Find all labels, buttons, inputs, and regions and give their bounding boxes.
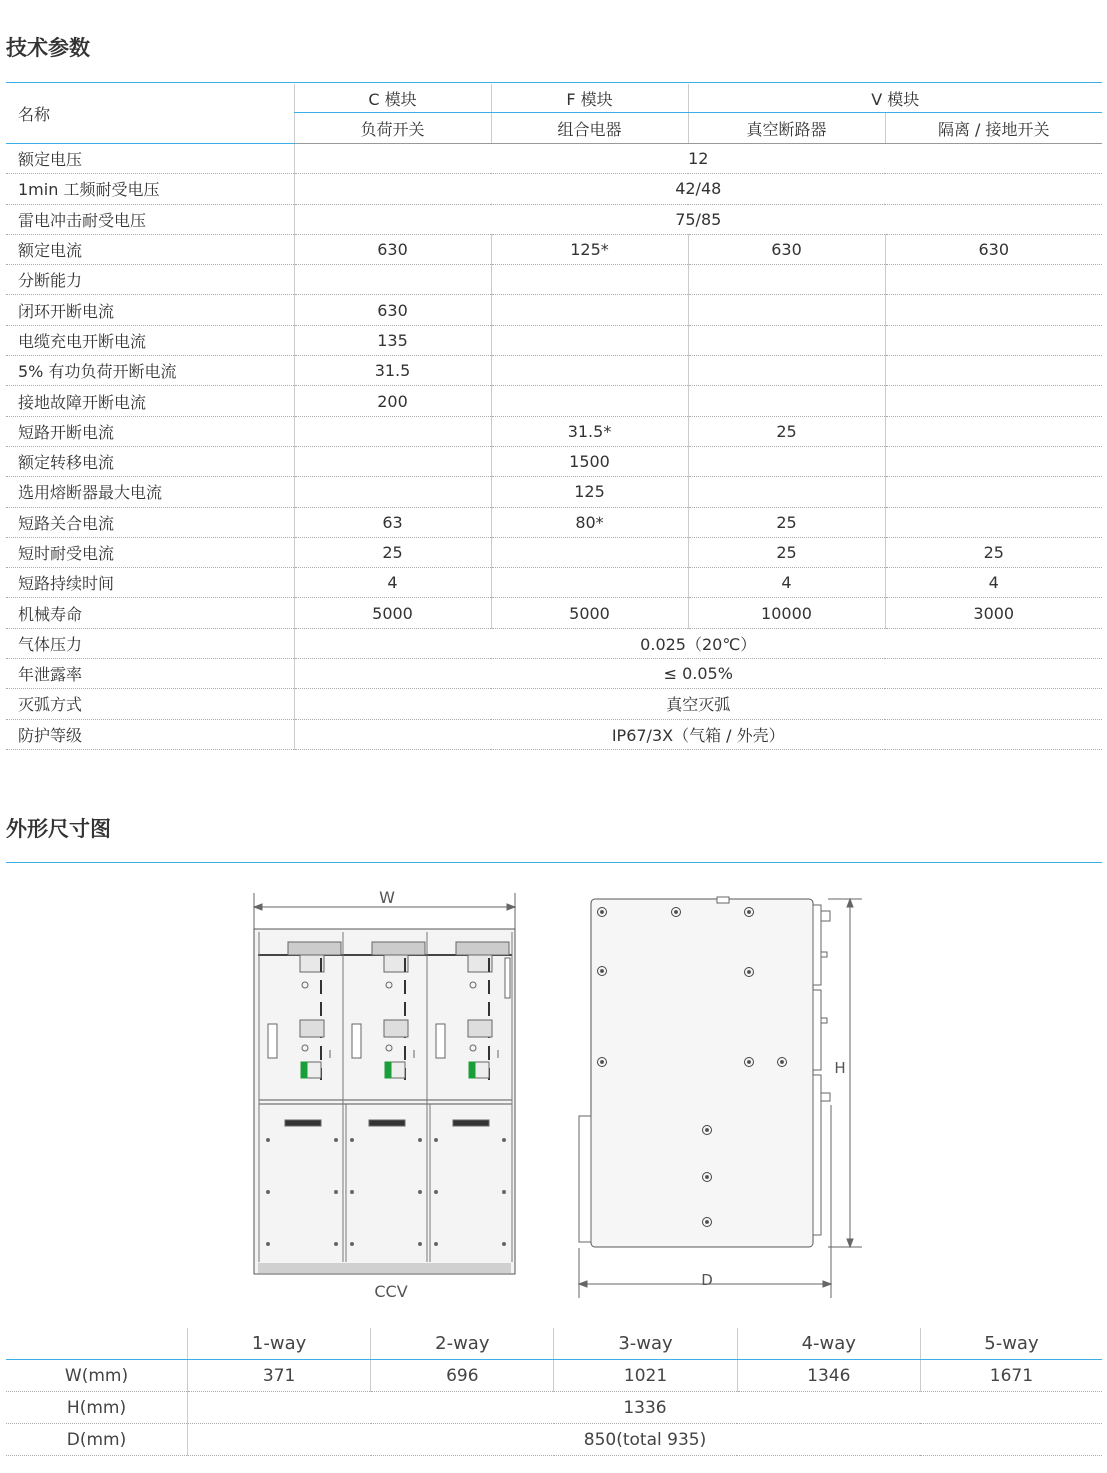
spec-value-v1: 25 bbox=[688, 507, 885, 537]
spec-value: IP67/3X（气箱 / 外壳） bbox=[294, 719, 1102, 749]
dims-cell: 371 bbox=[188, 1360, 371, 1392]
spec-value: 75/85 bbox=[294, 204, 1102, 234]
side-view bbox=[579, 897, 862, 1298]
subheader-f: 组合电器 bbox=[491, 113, 688, 144]
header-module-v: V 模块 bbox=[688, 84, 1102, 113]
spec-value-f: 125 bbox=[491, 477, 688, 507]
spec-row-name: 短时耐受电流 bbox=[6, 537, 294, 567]
spec-value-c: 63 bbox=[294, 507, 491, 537]
header-module-f: F 模块 bbox=[491, 84, 688, 113]
spec-value-v1: 630 bbox=[688, 234, 885, 264]
dims-header: 3-way bbox=[554, 1328, 737, 1360]
dims-corner bbox=[6, 1328, 188, 1360]
dims-header: 2-way bbox=[371, 1328, 554, 1360]
spec-value-v1: 25 bbox=[688, 416, 885, 446]
dims-cell: 1671 bbox=[920, 1360, 1102, 1392]
spec-row-name: 机械寿命 bbox=[6, 598, 294, 628]
dims-header: 4-way bbox=[737, 1328, 920, 1360]
subheader-c: 负荷开关 bbox=[294, 113, 491, 144]
spec-value-c: 630 bbox=[294, 295, 491, 325]
spec-row-name: 短路持续时间 bbox=[6, 568, 294, 598]
spec-value-c: 5000 bbox=[294, 598, 491, 628]
spec-value-v1: 4 bbox=[688, 568, 885, 598]
spec-value: 42/48 bbox=[294, 174, 1102, 204]
spec-row-name: 选用熔断器最大电流 bbox=[6, 477, 294, 507]
spec-row-name: 气体压力 bbox=[6, 628, 294, 658]
spec-row-name: 1min 工频耐受电压 bbox=[6, 174, 294, 204]
subheader-v2: 隔离 / 接地开关 bbox=[885, 113, 1102, 144]
dims-label-w: W(mm) bbox=[6, 1360, 188, 1392]
dims-cell: 1336 bbox=[188, 1392, 1103, 1424]
subheader-v1: 真空断路器 bbox=[688, 113, 885, 144]
spec-value-v2: 630 bbox=[885, 234, 1102, 264]
spec-row-name: 年泄露率 bbox=[6, 659, 294, 689]
spec-row-name: 额定电压 bbox=[6, 144, 294, 174]
spec-value-v2: 4 bbox=[885, 568, 1102, 598]
front-view bbox=[254, 893, 515, 1274]
spec-value-c: 630 bbox=[294, 234, 491, 264]
dims-cell: 696 bbox=[371, 1360, 554, 1392]
dims-cell: 1346 bbox=[737, 1360, 920, 1392]
spec-value-f: 1500 bbox=[491, 446, 688, 476]
section-title-specs: 技术参数 bbox=[6, 36, 90, 60]
spec-row-name: 额定电流 bbox=[6, 234, 294, 264]
dims-cell: 850(total 935) bbox=[188, 1424, 1103, 1456]
spec-value-c: 31.5 bbox=[294, 356, 491, 386]
spec-value: ≤ 0.05% bbox=[294, 659, 1102, 689]
spec-row-name: 灭弧方式 bbox=[6, 689, 294, 719]
dims-label-h: H(mm) bbox=[6, 1392, 188, 1424]
spec-row-name: 5% 有功负荷开断电流 bbox=[6, 356, 294, 386]
dims-header: 1-way bbox=[188, 1328, 371, 1360]
spec-value-v1: 25 bbox=[688, 537, 885, 567]
front-caption: CCV bbox=[374, 1282, 408, 1301]
spec-value-f: 31.5* bbox=[491, 416, 688, 446]
dims-header: 5-way bbox=[920, 1328, 1102, 1360]
spec-value-c: 25 bbox=[294, 537, 491, 567]
dims-label-d: D(mm) bbox=[6, 1424, 188, 1456]
spec-value-f: 5000 bbox=[491, 598, 688, 628]
spec-row-name: 接地故障开断电流 bbox=[6, 386, 294, 416]
spec-value-c: 4 bbox=[294, 568, 491, 598]
depth-label: D bbox=[701, 1271, 713, 1289]
spec-value-c: 200 bbox=[294, 386, 491, 416]
spec-row-name: 电缆充电开断电流 bbox=[6, 325, 294, 355]
header-name: 名称 bbox=[6, 84, 294, 144]
spec-row-name: 额定转移电流 bbox=[6, 446, 294, 476]
spec-row-name: 短路开断电流 bbox=[6, 416, 294, 446]
spec-value-v2: 3000 bbox=[885, 598, 1102, 628]
spec-value-f: 80* bbox=[491, 507, 688, 537]
spec-value: 真空灭弧 bbox=[294, 689, 1102, 719]
spec-value-v2: 25 bbox=[885, 537, 1102, 567]
height-label: H bbox=[834, 1059, 846, 1077]
spec-value-c: 135 bbox=[294, 325, 491, 355]
spec-row-name: 短路关合电流 bbox=[6, 507, 294, 537]
spec-value-f: 125* bbox=[491, 234, 688, 264]
spec-value: 12 bbox=[294, 144, 1102, 174]
spec-value-v1: 10000 bbox=[688, 598, 885, 628]
dimensions-table bbox=[6, 1328, 1102, 1456]
width-label: W bbox=[379, 888, 395, 907]
spec-row-name: 分断能力 bbox=[6, 265, 294, 295]
section-title-dims: 外形尺寸图 bbox=[6, 817, 111, 841]
dims-cell: 1021 bbox=[554, 1360, 737, 1392]
spec-row-name: 防护等级 bbox=[6, 719, 294, 749]
spec-row-name: 雷电冲击耐受电压 bbox=[6, 204, 294, 234]
spec-row-name: 闭环开断电流 bbox=[6, 295, 294, 325]
header-module-c: C 模块 bbox=[294, 84, 491, 113]
spec-value: 0.025（20℃） bbox=[294, 628, 1102, 658]
